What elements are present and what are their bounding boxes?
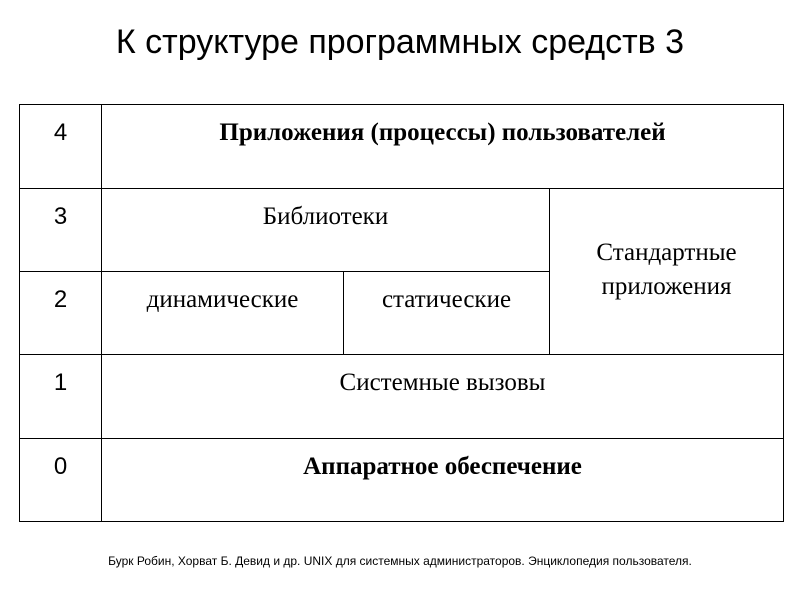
level-number: 0	[20, 439, 102, 522]
table-row	[20, 439, 784, 522]
table-row	[20, 355, 784, 439]
table-row	[20, 105, 784, 189]
level-number: 4	[20, 105, 102, 189]
libraries-cell: Библиотеки	[102, 189, 550, 272]
slide-title: К структуре программных средств 3	[115, 23, 685, 61]
system-calls-cell: Системные вызовы	[102, 355, 784, 439]
level-number: 1	[20, 355, 102, 439]
static-libraries-cell: статические	[344, 272, 550, 355]
hardware-cell: Аппаратное обеспечение	[102, 439, 784, 522]
user-applications-cell: Приложения (процессы) пользователей	[102, 105, 784, 189]
table-row	[20, 189, 784, 272]
standard-applications-cell	[550, 189, 784, 355]
standard-applications-line2: приложения	[601, 272, 732, 300]
level-number: 3	[20, 189, 102, 272]
source-citation: Бурк Робин, Хорват Б. Девид и др. UNIX для системных администраторов. Энциклопедия пользователя.	[108, 554, 692, 568]
dynamic-libraries-cell: динамические	[102, 272, 344, 355]
software-structure-table	[19, 104, 784, 522]
level-number: 2	[20, 272, 102, 355]
standard-applications-line1: Стандартные	[596, 238, 737, 266]
